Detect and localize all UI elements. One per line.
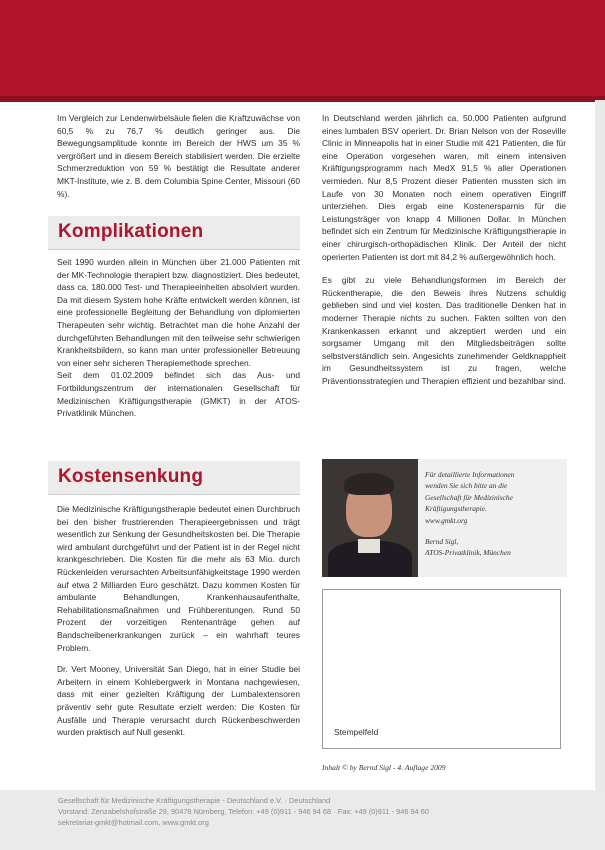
heading-box-kostensenkung <box>48 461 300 495</box>
paragraph-kostensenkung-2: Dr. Vert Mooney, Universität San Diego, hat in einer Studie bei Arbeitern in einem Kohlebergwerk in Montana nachgewiesen, dass mit einer gezielten Kräftigung der Lumbalextensoren präventiv sehr gute Resultate erzielt werden: Die Kosten für Ausfälle und Therapie verursacht durch Rückenbeschwerden wurden praktisch auf Null gesenkt. <box>57 664 300 738</box>
info-line: Kräftigungstherapie. <box>425 504 487 514</box>
stamp-field <box>322 589 561 749</box>
banner-shadow <box>0 96 605 102</box>
info-caption <box>425 469 565 559</box>
paragraph-komplikationen-1: Seit 1990 wurden allein in München über 21.000 Patienten mit der MK-Technologie therapiert bzw. diagnostiziert. Dies bedeutet, dass ca. 180.000 Test- und Therapieeinheiten absolviert wurden. Da mit diesem System hohe Kräfte entwickelt werden können, ist eine professionelle Begleitung der Behandlung von diplomierten Therapeuten sehr wichtig. Betrachtet man die hohe Anzahl der durchgeführten Behandlungen mit den teilweise sehr schwierigen Krankheitsbildern, so kann man unter professioneller Betreuung von einer sehr sicheren Therapiemethode sprechen. <box>57 257 300 368</box>
footer-org: Gesellschaft für Medizinische Kräftigungstherapie - Deutschland e.V. · Deutschland <box>58 796 331 805</box>
top-red-banner <box>0 0 605 100</box>
right-column <box>322 112 566 387</box>
portrait-photo <box>322 459 418 577</box>
stamp-label: Stempelfeld <box>334 727 379 737</box>
page-edge-strip <box>595 100 605 800</box>
heading-box-komplikationen <box>48 216 300 250</box>
info-author-name: Bernd Sigl, <box>425 537 459 547</box>
paragraph-operations: In Deutschland werden jährlich ca. 50.000 Patienten aufgrund eines lumbalen BSV operiert. Dr. Brian Nelson von der Roseville Clinic in Minneapolis hat in einer Studie mit 421 Patienten, die für eine Operation vorgesehen waren, mit einem intensiven Kräftigungsprogramm nach MedX 91,5 % aller Operationen vermieden. Nur 8,5 Prozent dieser Patienten mussten sich im Laufe von 30 Monaten noch einem operativen Eingriff unterziehen. Dies ergab eine Kostenersparnis für die Leistungsträger von knapp 4 Millionen Dollar. In München befindet sich ein Zentrum für Medizinische Kräftigungstherapie in einer chirurgisch-orthopädischen Klinik. Der Anteil der nicht operierten Patienten ist dort mit 84,2 % außergewöhnlich hoch. <box>322 113 566 262</box>
info-author-clinic: ATOS-Privatklinik, München <box>425 548 511 558</box>
footer-contact: sekretariat-gmkt@hotmail.com, www.gmkt.org <box>58 818 209 827</box>
heading-kostensenkung: Kostensenkung <box>58 466 204 487</box>
left-column-top <box>57 112 300 200</box>
paragraph-hws-results: Im Vergleich zur Lendenwirbelsäule fielen die Kraftzuwächse von 60,5 % zu 76,7 % deutlich geringer aus. Die Bewegungsamplitude konnte im Bereich der HWS um 35 % vergrößert und in diesem Bereich stabilisiert werden. Die erzielte Schmerzreduktion von 59 % bestätigt die Resultate anderer MKT-Institute, wie z. B. dem Columbia Spine Center, Missouri (60 %). <box>57 113 300 199</box>
info-line: wenden Sie sich bitte an die <box>425 481 508 491</box>
left-column-komplikationen <box>57 256 300 420</box>
info-box <box>322 459 567 577</box>
info-line: Gesellschaft für Medizinische <box>425 492 513 502</box>
paragraph-komplikationen-2: Seit dem 01.02.2009 befindet sich das Aus- und Fortbildungszentrum der internationalen Gesellschaft für Medizinischen Kräftigungstherapie (GMKT) in der ATOS-Privatklinik München. <box>57 370 300 419</box>
heading-divider <box>48 249 300 250</box>
info-website: www.gmkt.org <box>425 515 468 525</box>
info-line: Für detaillierte Informationen <box>425 470 515 479</box>
copyright-note: Inhalt © by Bernd Sigl - 4. Auflage 2009 <box>322 763 446 772</box>
heading-komplikationen: Komplikationen <box>58 221 204 242</box>
paragraph-kostensenkung-1: Die Medizinische Kräftigungstherapie bedeutet einen Durchbruch bei den bisher frustrierenden Therapieergebnissen und trägt wesentlich zur Senkung der Gesundheitskosten bei. Die Therapie wird ambulant durchgeführt und der Patient ist in der Regel nicht krankgeschrieben. Die Kosten für die mehr als 63 Mio. durch Rückenleiden verursachten Arbeitsunfähigkeitstage 1990 werden auf etwa 2 Milliarden Euro geschätzt. Dazu kommen Kosten für ambulante Behandlungen, Krankenhausaufenthalte, Rehabilitationsmaßnahmen und Frühberentungen. Rund 50 Prozent der vorzeitigen Rentenanträge gehen auf Bandscheibenerkrankungen zurück – ein wahrhaft teures Problem. <box>57 504 300 653</box>
paragraph-behandlungsformen: Es gibt zu viele Behandlungsformen im Bereich der Rückentherapie, die den Beweis ihres Nutzens schuldig geblieben sind und viel kosten. Das traditionelle Denken hat in moderner Therapie nichts zu suchen. Fakten sollten von den Krankenkassen erkannt und akzeptiert werden und ein sorgsamer Umgang mit den Mitgliedsbeiträgen sollte selbstverständlich sein. Angesichts zunehmender Geldknappheit im Gesundheitssystem ist zu fragen, welche Präventionsstrategien und Therapien effizient und bezahlbar sind. <box>322 275 566 386</box>
footer <box>0 790 605 850</box>
left-column-kostensenkung <box>57 503 300 739</box>
footer-address: Vorstand: Zenzabelshofstraße 29, 90478 Nürnberg, Telefon: +49 (0)911 - 946 94 68 · Fax: +49 (0)911 - 946 94 60 <box>58 807 430 816</box>
heading-divider <box>48 494 300 495</box>
